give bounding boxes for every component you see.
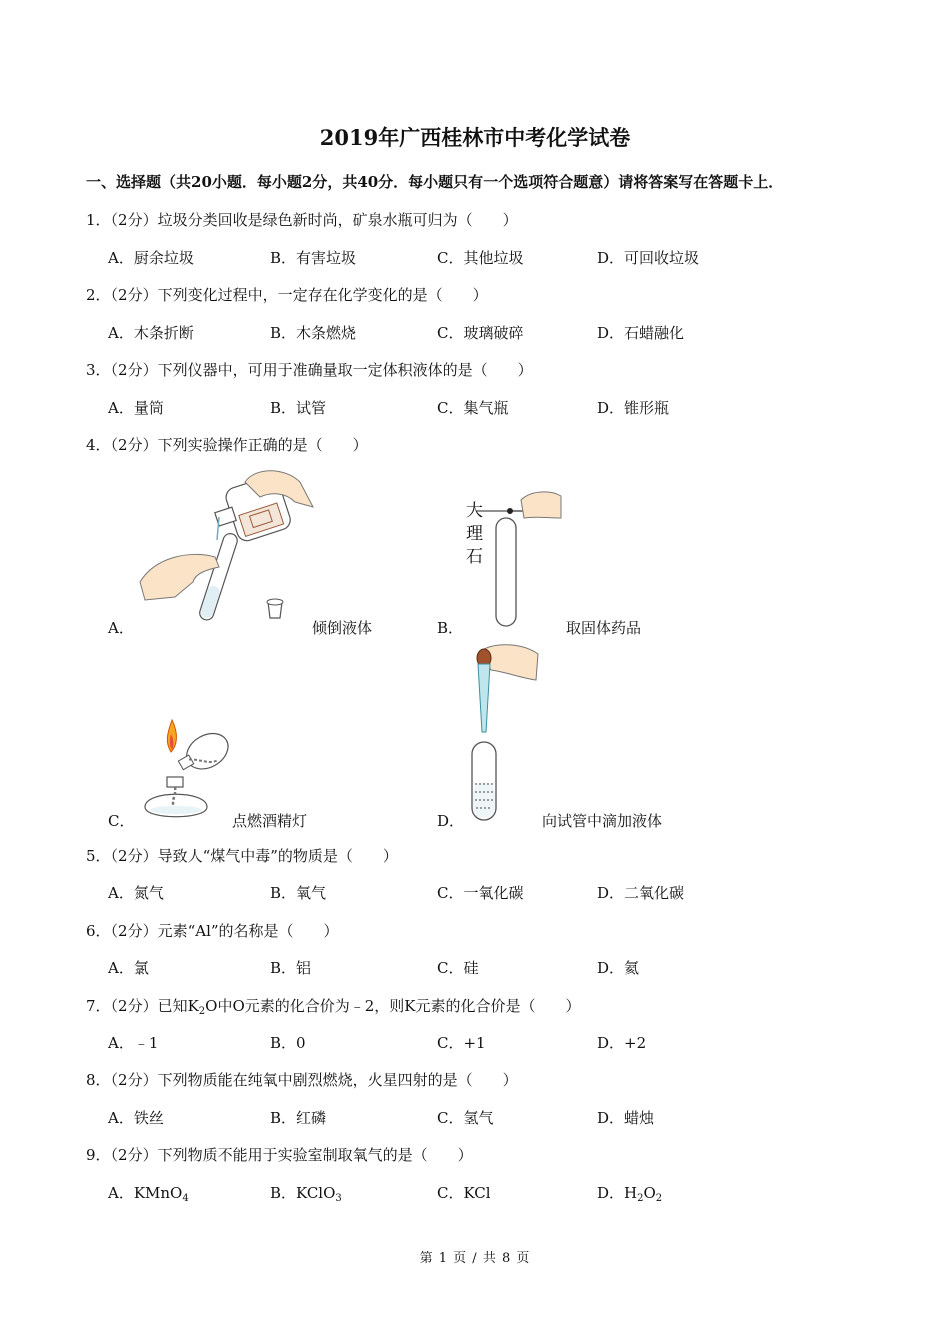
q1-option-b[interactable]: B．有害垃圾 xyxy=(270,249,357,267)
q4-option-a[interactable]: A． xyxy=(108,619,134,637)
q8-option-a[interactable]: A．铁丝 xyxy=(108,1109,164,1127)
q5-option-a[interactable]: A．氮气 xyxy=(108,884,164,902)
question-8-stem: 8．（2分）下列物质能在纯氧中剧烈燃烧，火星四射的是（ ） xyxy=(86,1071,518,1089)
q1-option-a[interactable]: A．厨余垃圾 xyxy=(108,249,194,267)
q7-option-c[interactable]: C．+1 xyxy=(437,1034,486,1052)
q4-caption-a: 倾倒液体 xyxy=(312,619,373,637)
q6-option-d[interactable]: D．氦 xyxy=(597,959,640,977)
q6-option-a[interactable]: A．氯 xyxy=(108,959,149,977)
question-5-stem: 5．（2分）导致人“煤气中毒”的物质是（ ） xyxy=(86,847,398,865)
question-7-stem: 7．（2分）已知$K_2O$中O元素的化合价为﹣2，则K元素的化合价是（ ） xyxy=(86,997,581,1017)
q2-option-a[interactable]: A．木条折断 xyxy=(108,324,194,342)
question-3-stem: 3．（2分）下列仪器中，可用于准确量取一定体积液体的是（ ） xyxy=(86,361,533,379)
q9-option-c[interactable]: C．KCl xyxy=(437,1184,491,1202)
question-2-stem: 2．（2分）下列变化过程中，一定存在化学变化的是（ ） xyxy=(86,286,488,304)
q2-option-b[interactable]: B．木条燃烧 xyxy=(270,324,357,342)
q2-option-c[interactable]: C．玻璃破碎 xyxy=(437,324,524,342)
q3-option-d[interactable]: D．锥形瓶 xyxy=(597,399,670,417)
marble-label-1: 大 xyxy=(466,501,483,521)
q8-option-b[interactable]: B．红磷 xyxy=(270,1109,327,1127)
marble-label-2: 理 xyxy=(466,524,483,544)
q9-option-b[interactable]: B．KClO$_3$ xyxy=(270,1184,342,1204)
question-4-stem: 4．（2分）下列实验操作正确的是（ ） xyxy=(86,436,368,454)
q6-option-b[interactable]: B．铝 xyxy=(270,959,312,977)
q1-option-c[interactable]: C．其他垃圾 xyxy=(437,249,524,267)
question-1-stem: 1．（2分）垃圾分类回收是绿色新时尚，矿泉水瓶可归为（ ） xyxy=(86,211,518,229)
q4-caption-b: 取固体药品 xyxy=(566,619,642,637)
marble-label-3: 石 xyxy=(466,547,483,567)
q7-option-d[interactable]: D．+2 xyxy=(597,1034,647,1052)
q3-option-a[interactable]: A．量筒 xyxy=(108,399,164,417)
q4-caption-d: 向试管中滴加液体 xyxy=(542,812,663,830)
lighting-lamp-icon xyxy=(137,712,237,824)
page-title: 2019年广西桂林市中考化学试卷 xyxy=(319,125,631,150)
q7-option-a[interactable]: A．﹣1 xyxy=(108,1034,159,1052)
q4-option-b[interactable]: B． xyxy=(437,619,464,637)
q9-option-d[interactable]: D．$H_2O_2$ xyxy=(597,1184,663,1204)
q5-option-b[interactable]: B．氧气 xyxy=(270,884,327,902)
q8-option-d[interactable]: D．蜡烛 xyxy=(597,1109,655,1127)
q8-option-c[interactable]: C．氢气 xyxy=(437,1109,494,1127)
q7-option-b[interactable]: B．0 xyxy=(270,1034,306,1052)
question-6-stem: 6．（2分）元素“Al”的名称是（ ） xyxy=(86,922,339,940)
dropper-icon xyxy=(466,642,546,824)
q5-option-c[interactable]: C．一氧化碳 xyxy=(437,884,524,902)
q3-option-b[interactable]: B．试管 xyxy=(270,399,327,417)
page-footer: 第 1 页 / 共 8 页 xyxy=(419,1251,531,1266)
q2-option-d[interactable]: D．石蜡融化 xyxy=(597,324,685,342)
q6-option-c[interactable]: C．硅 xyxy=(437,959,479,977)
q4-caption-c: 点燃酒精灯 xyxy=(232,812,308,830)
taking-solid-icon xyxy=(466,488,566,630)
q1-option-d[interactable]: D．可回收垃圾 xyxy=(597,249,700,267)
q3-option-c[interactable]: C．集气瓶 xyxy=(437,399,509,417)
pouring-liquid-icon xyxy=(135,462,315,632)
q9-option-a[interactable]: A．KMnO$_4$ xyxy=(108,1184,189,1204)
q5-option-d[interactable]: D．二氧化碳 xyxy=(597,884,685,902)
q4-option-d[interactable]: D． xyxy=(437,812,465,830)
question-9-stem: 9．（2分）下列物质不能用于实验室制取氧气的是（ ） xyxy=(86,1146,473,1164)
section-heading: 一、选择题（共20小题．每小题2分，共40分．每小题只有一个选项符合题意）请将答案写在答题卡上． xyxy=(86,173,784,191)
q4-option-c[interactable]: C． xyxy=(108,812,135,830)
